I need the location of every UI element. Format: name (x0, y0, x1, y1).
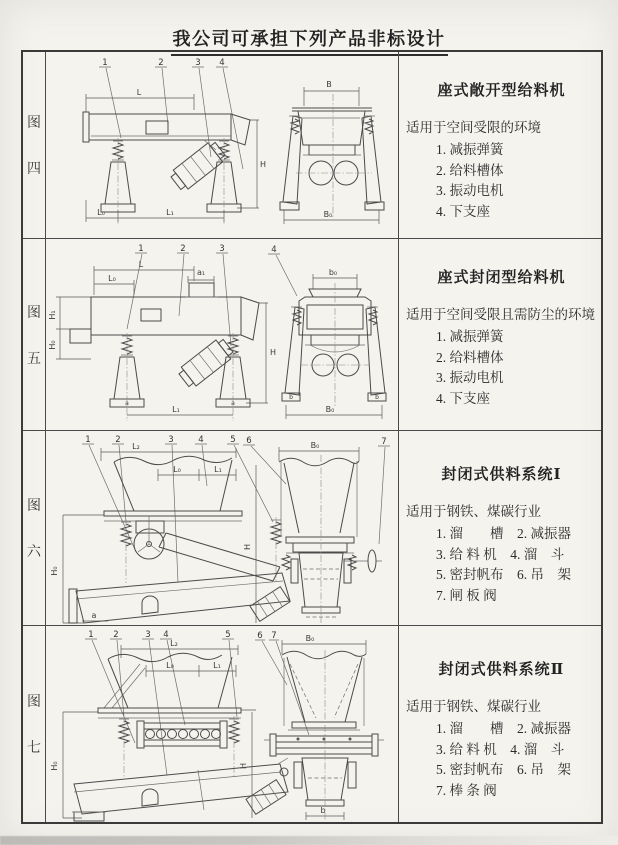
figure-4-front-view (280, 80, 384, 224)
parts-list (406, 140, 597, 222)
application-note: 适用于钢铁、煤碳行业 (406, 699, 541, 714)
figure-4-technical-drawing (46, 52, 398, 238)
product-name: 座式封闭型给料机 (437, 270, 566, 286)
dim-label: a (125, 400, 129, 407)
application-note: 适用于钢铁、煤碳行业 (406, 504, 541, 519)
figure-5-front-view (268, 245, 386, 419)
dim-label: a (231, 400, 235, 407)
figure-7-front-view (255, 631, 384, 820)
callout-number: 3 (219, 244, 225, 254)
table-row-figure-5 (23, 238, 601, 430)
part-item: 4. 下支座 (436, 390, 490, 406)
figure-5-side-view (48, 244, 276, 421)
figure-7-technical-drawing (46, 626, 398, 823)
callout-number: 2 (115, 435, 121, 445)
application-note: 适用于空间受限的环境 (406, 120, 541, 135)
part-item: 7. 棒 条 阀 (436, 782, 497, 798)
callout-number: 6 (246, 436, 252, 446)
figure-4-side-view (83, 58, 266, 224)
callout-number: 4 (163, 630, 169, 640)
part-item: 5. 密封帆布 6. 吊 架 (436, 762, 571, 777)
figure-6-front-view (243, 436, 390, 623)
figure-char: 图 (27, 305, 41, 321)
dim-label: H₀ (48, 340, 57, 350)
callout-number: 1 (138, 244, 144, 254)
part-item: 5. 密封帆布 6. 吊 架 (436, 567, 571, 582)
dim-label: L (138, 260, 144, 269)
figure-6-technical-drawing (46, 431, 398, 626)
callout-number: 3 (195, 58, 201, 68)
part-item: 4. 下支座 (436, 203, 490, 219)
figure-label-6 (23, 431, 46, 625)
callout-number: 5 (230, 435, 236, 445)
dim-label: H₀ (50, 566, 59, 576)
product-name: 封闭式供料系统Ⅰ (441, 467, 562, 483)
parts-list (406, 524, 597, 606)
dim-label: H₁ (48, 310, 57, 320)
dim-label: H (260, 160, 267, 169)
dim-label: b (289, 394, 293, 401)
dim-label: B₀ (323, 210, 333, 219)
spec-sheet-table (21, 50, 603, 824)
parts-list (406, 719, 597, 801)
application-note: 适用于空间受限且需防尘的环境 (406, 307, 595, 322)
parts-list (406, 327, 597, 409)
dim-label: L₀ (108, 274, 116, 283)
product-name: 封闭式供料系统Ⅱ (438, 662, 565, 678)
dim-label: L₁ (172, 405, 180, 414)
description-cell (399, 239, 601, 430)
dim-label: B₀ (325, 405, 335, 414)
product-name: 座式敞开型给料机 (437, 83, 566, 99)
figure-5-technical-drawing (46, 239, 398, 431)
description-cell (399, 431, 601, 625)
dim-label: H (270, 348, 277, 357)
page-title-text: 我公司可承担下列产品非标设计 (171, 25, 448, 56)
description-cell (399, 52, 601, 238)
part-item: 3. 振动电机 (436, 370, 504, 385)
dim-label: L₁ (166, 208, 174, 217)
callout-number: 5 (225, 630, 231, 640)
drawing-cell-figure-5 (46, 239, 399, 430)
callout-number: 4 (219, 58, 225, 68)
table-row-figure-4 (23, 52, 601, 238)
dim-label: H₀ (50, 761, 59, 771)
dim-label: B₀ (305, 634, 315, 643)
callout-number: 4 (271, 245, 277, 255)
dim-label: L₂ (170, 639, 178, 648)
figure-7-side-view (50, 630, 288, 821)
figure-char: 六 (27, 545, 41, 560)
figure-char: 图 (27, 116, 41, 131)
callout-number: 3 (145, 630, 151, 640)
part-item: 3. 给 料 机 4. 溜 斗 (436, 546, 565, 562)
figure-6-side-view (50, 435, 290, 623)
callout-number: 2 (113, 630, 119, 640)
figure-char: 图 (27, 695, 41, 710)
figure-label-5 (23, 239, 46, 430)
figure-label-4 (23, 52, 46, 238)
callout-number: 1 (102, 58, 108, 68)
dim-label: L (136, 88, 142, 97)
drawing-cell-figure-6 (46, 431, 399, 625)
part-item: 3. 振动电机 (436, 183, 504, 198)
dim-label: L₀ (173, 465, 181, 474)
dim-label: L₁ (214, 465, 222, 474)
dim-label: B (326, 80, 332, 89)
part-item: 1. 溜 槽 2. 减振器 (436, 526, 571, 541)
dim-label: L₀ (97, 208, 105, 217)
part-item: 1. 减振弹簧 (436, 142, 504, 157)
dim-label: L₁ (213, 661, 221, 670)
part-item: 1. 溜 槽 2. 减振器 (436, 721, 571, 736)
table-row-figure-6 (23, 430, 601, 625)
part-item: 7. 闸 板 阀 (436, 587, 497, 603)
part-item: 1. 减振弹簧 (436, 329, 504, 344)
dim-label: b₀ (328, 268, 338, 277)
figure-char: 七 (27, 741, 41, 756)
callout-number: 1 (88, 630, 94, 640)
scan-edge-artifact (0, 836, 618, 845)
dim-label: H (243, 543, 252, 551)
figure-char: 图 (27, 499, 41, 514)
callout-number: 7 (381, 437, 387, 447)
callout-number: 4 (198, 435, 204, 445)
dim-label: a (91, 611, 97, 620)
dim-label: H (239, 762, 248, 770)
callout-number: 2 (180, 244, 186, 254)
dim-label: b (320, 806, 326, 815)
figure-char: 五 (27, 351, 41, 367)
drawing-cell-figure-4 (46, 52, 399, 238)
part-item: 2. 给料槽体 (436, 349, 504, 365)
callout-number: 1 (85, 435, 91, 445)
part-item: 2. 给料槽体 (436, 162, 504, 178)
figure-char: 四 (27, 162, 41, 177)
dim-label: L₂ (132, 442, 140, 451)
table-row-figure-7 (23, 625, 601, 822)
description-cell (399, 626, 601, 822)
drawing-cell-figure-7 (46, 626, 399, 822)
dim-label: B₀ (310, 441, 320, 450)
callout-number: 3 (168, 435, 174, 445)
part-item: 3. 给 料 机 4. 溜 斗 (436, 741, 565, 757)
dim-label: b (375, 394, 379, 401)
dim-label: L₀ (166, 661, 174, 670)
figure-label-7 (23, 626, 46, 822)
callout-number: 2 (158, 58, 164, 68)
callout-number: 6 (257, 631, 263, 641)
dim-label: a₁ (196, 268, 206, 277)
callout-number: 7 (271, 631, 277, 641)
